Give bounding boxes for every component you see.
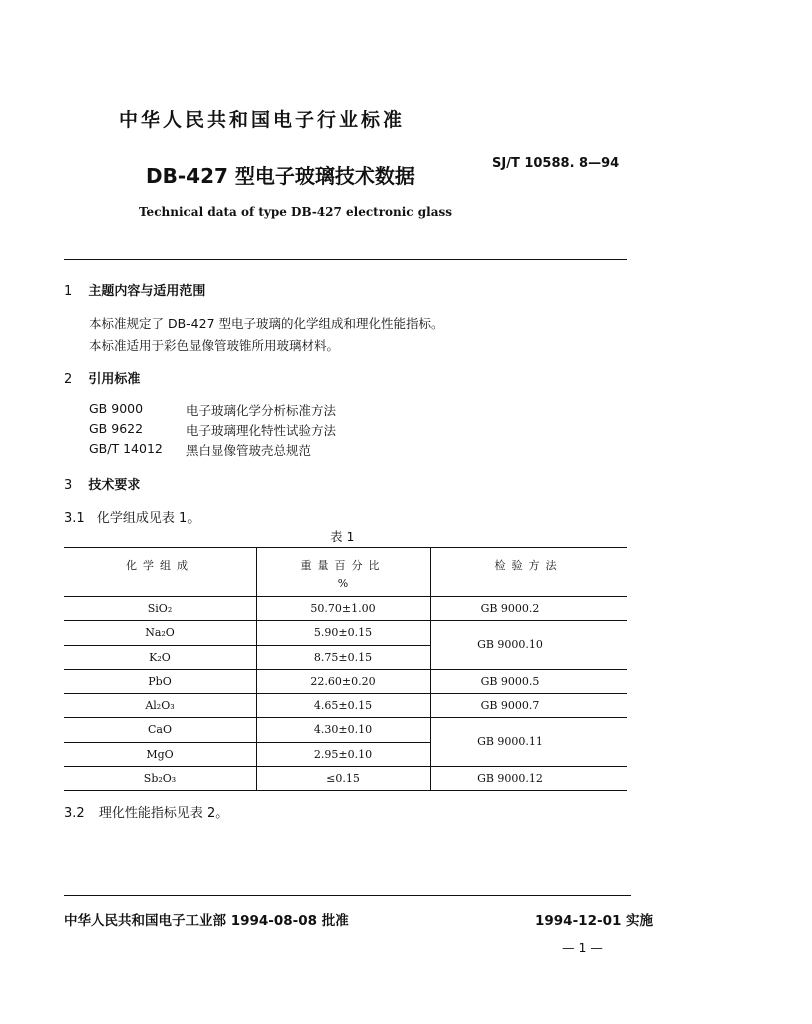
table-cell-value: 4.65±0.15 (313, 699, 373, 712)
table-cell-value: 22.60±0.20 (310, 675, 376, 688)
table-row-rule (64, 693, 627, 694)
standard-code: SJ/T 10588. 8—94 (492, 156, 620, 171)
section-1-paragraph-2: 本标准适用于彩色显像管玻锥所用玻璃材料。 (89, 338, 340, 353)
table-cell-composition: Sb₂O₃ (143, 772, 177, 785)
table-cell-method: GB 9000.12 (477, 772, 543, 785)
reference-code: GB/T 14012 (89, 441, 163, 456)
effective-date: 1994-12-01 实施 (535, 913, 654, 929)
approval-line: 中华人民共和国电子工业部 1994-08-08 批准 (64, 913, 349, 929)
table-column-divider (430, 547, 431, 790)
table-cell-composition: K₂O (149, 651, 171, 664)
table-cell-method: GB 9000.2 (480, 602, 540, 615)
section-number: 2 (64, 372, 73, 387)
table-row-rule (64, 620, 627, 621)
section-number: 1 (64, 284, 73, 299)
reference-code: GB 9622 (89, 421, 144, 436)
table-cell-method: GB 9000.7 (480, 699, 540, 712)
table-header-rule (64, 596, 627, 597)
table-row-rule (64, 645, 430, 646)
section-3-1 (64, 507, 200, 526)
footer-rule (64, 895, 631, 896)
table-cell-value: 2.95±0.10 (313, 748, 373, 761)
table-row-rule (64, 766, 627, 767)
section-3-heading (64, 474, 140, 493)
english-title: Technical data of type DB-427 electronic glass (139, 205, 453, 219)
table-header-percent: 重量百分比 (300, 559, 386, 572)
table-cell-value: ≤0.15 (326, 772, 360, 785)
table-cell-composition: SiO₂ (147, 602, 173, 615)
table-bottom-rule (64, 790, 627, 791)
table-header-percent-unit: % (337, 577, 349, 590)
table-cell-composition: CaO (148, 723, 172, 736)
table-cell-value: 5.90±0.15 (313, 626, 373, 639)
section-1-paragraph-1: 本标准规定了 DB-427 型电子玻璃的化学组成和理化性能指标。 (89, 316, 444, 331)
document-title: DB-427 型电子玻璃技术数据 (146, 164, 415, 188)
reference-name: 电子玻璃化学分析标准方法 (186, 403, 337, 418)
page-number: — 1 — (562, 940, 603, 955)
section-2-heading (64, 368, 140, 387)
table-cell-composition: PbO (148, 675, 172, 688)
table-cell-value: 8.75±0.15 (313, 651, 373, 664)
table-cell-value: 4.30±0.10 (313, 723, 373, 736)
header-rule (64, 259, 627, 260)
table-cell-method: GB 9000.10 (477, 638, 543, 651)
table-row-rule (64, 742, 430, 743)
table-cell-value: 50.70±1.00 (310, 602, 376, 615)
reference-code: GB 9000 (89, 401, 144, 416)
table-caption: 表 1 (330, 529, 355, 544)
table-top-rule (64, 547, 627, 548)
section-3-2 (64, 802, 228, 821)
section-1-heading (64, 280, 205, 299)
section-title: 主题内容与适用范围 (88, 284, 206, 299)
reference-name: 电子玻璃理化特性试验方法 (186, 423, 337, 438)
section-title: 技术要求 (88, 478, 141, 493)
section-text: 化学组成见表 1。 (96, 511, 201, 526)
reference-name: 黑白显像管玻壳总规范 (186, 443, 312, 458)
section-text: 理化性能指标见表 2。 (98, 806, 229, 821)
table-cell-composition: Na₂O (145, 626, 175, 639)
table-row-rule (64, 717, 627, 718)
section-title: 引用标准 (88, 372, 141, 387)
section-number: 3.2 (64, 806, 85, 821)
table-cell-method: GB 9000.5 (480, 675, 540, 688)
table-header-method: 检验方法 (494, 559, 563, 572)
section-number: 3.1 (64, 511, 85, 526)
section-number: 3 (64, 478, 73, 493)
table-cell-method: GB 9000.11 (477, 735, 543, 748)
table-cell-composition: Al₂O₃ (145, 699, 175, 712)
issuing-body-heading: 中华人民共和国电子行业标准 (119, 109, 406, 131)
table-cell-composition: MgO (146, 748, 174, 761)
table-row-rule (64, 669, 627, 670)
table-header-composition: 化学组成 (126, 559, 194, 572)
